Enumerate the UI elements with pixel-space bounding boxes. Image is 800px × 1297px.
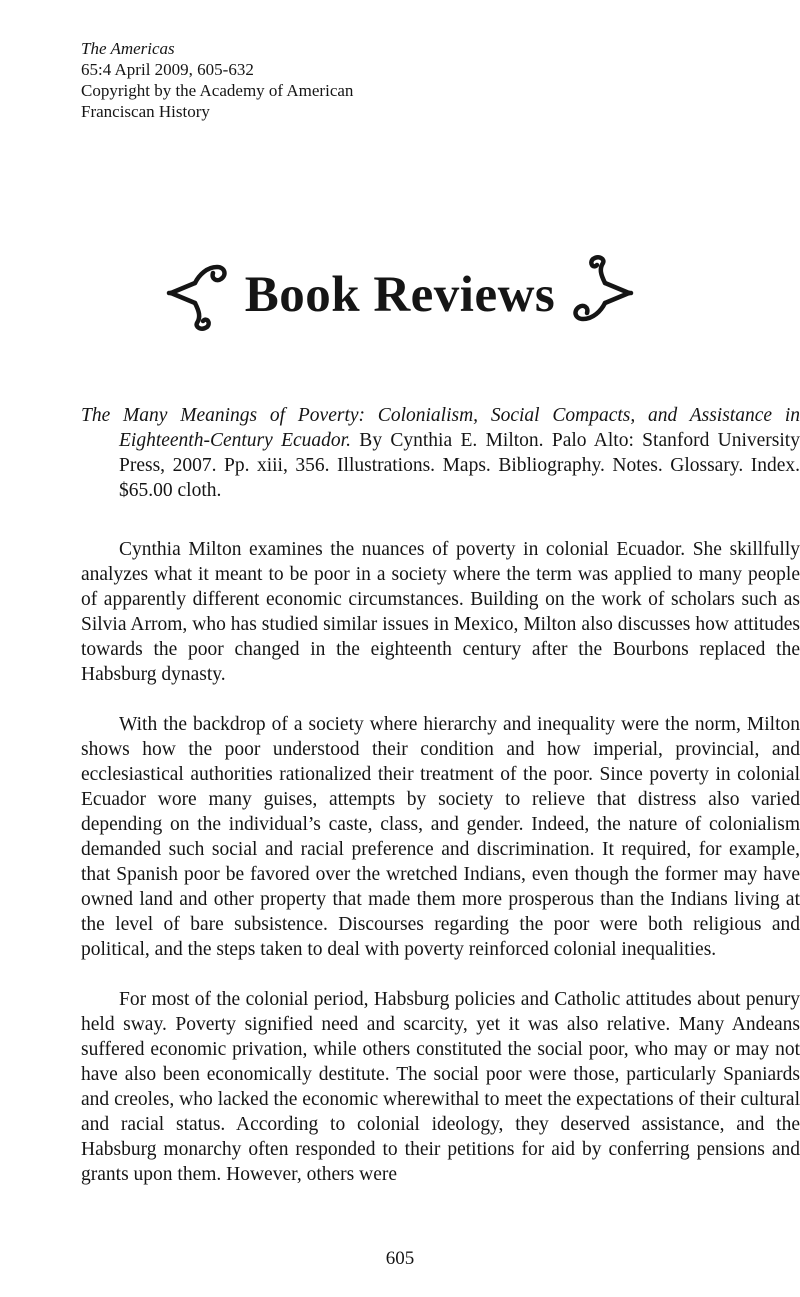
section-title: Book Reviews (244, 267, 556, 323)
review-paragraph-2: With the backdrop of a society where hierarchy and inequality were the norm, Milton shows how the poor understood their condition and how imperial, provincial, and ecclesiastical authorities rationalized their treatment of the poor. Since poverty in colonial Ecuador wore many guises, attempts by society to relieve that distress also varied depending on the individual’s caste, class, and gender. Indeed, the nature of colonialism demanded such social and racial preference and discrimination. It required, for example, that Spanish poor be favored over the wretched Indians, even though the former may have owned land and other property that made them more prosperous than the Indians living at the level of bare subsistence. Discourses regarding the poor were both religious and political, and the steps taken to deal with poverty reinforced colonial inequalities. (81, 714, 800, 960)
scroll-flourish-right-icon (563, 255, 635, 335)
book-details: By Cynthia E. Milton. Palo Alto: Stanford University Press, 2007. Pp. xiii, 356. Illustrations. Maps. Bibliography. Notes. Glossary. Index. $65.00 cloth. (119, 430, 800, 501)
review-paragraph-3: For most of the colonial period, Habsburg policies and Catholic attitudes about penury held sway. Poverty signified need and scarcity, yet it was also relative. Many Andeans suffered economic privation, while others constituted the social poor, who may or may not have also been economically destitute. The social poor were those, particularly Spaniards and creoles, who lacked the economic wherewithal to meet the expectations of their cultural and racial status. According to colonial ideology, they deserved assistance, and the Habsburg monarchy often responded to their petitions for aid by conferring pensions and grants upon them. However, others were (81, 989, 800, 1185)
copyright-line-2: Franciscan History (81, 102, 210, 121)
review-body (81, 537, 800, 1212)
citation-entry (81, 403, 800, 503)
journal-title: The Americas (81, 39, 175, 58)
book-citation (81, 403, 800, 503)
copyright-line-1: Copyright by the Academy of American (81, 81, 354, 100)
section-heading (0, 250, 800, 340)
page-number: 605 (385, 1248, 415, 1269)
volume-issue-pages: 65:4 April 2009, 605-632 (81, 60, 254, 79)
scroll-flourish-left-icon (165, 255, 237, 335)
journal-masthead (81, 38, 353, 122)
book-title: The Many Meanings of Poverty: Colonialism, Social Compacts, and Assistance in Eighteenth-Century Ecuador. (81, 405, 800, 451)
review-paragraph-1: Cynthia Milton examines the nuances of poverty in colonial Ecuador. She skillfully analyzes what it meant to be poor in a society where the term was applied to many people of apparently different economic circumstances. Building on the work of scholars such as Silvia Arrom, who has studied similar issues in Mexico, Milton also discusses how attitudes towards the poor changed in the eighteenth century after the Bourbons replaced the Habsburg dynasty. (81, 539, 800, 685)
